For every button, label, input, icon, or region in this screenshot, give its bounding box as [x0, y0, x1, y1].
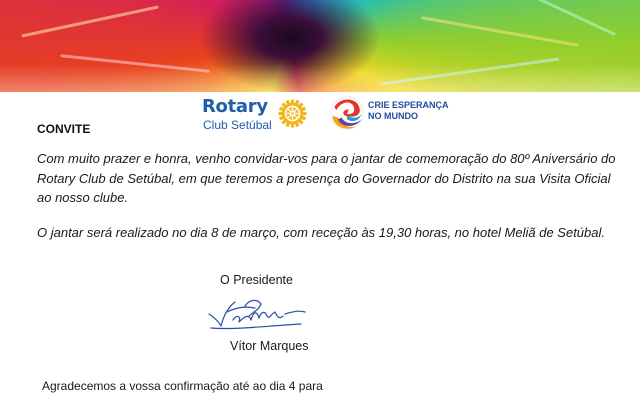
handwritten-signature: [205, 290, 315, 335]
invitation-paragraph-2: O jantar será realizado no dia 8 de março, com receção às 19,30 horas, no hotel Meliã de Setúbal.: [37, 225, 605, 240]
invitation-paragraph-1: Com muito prazer e honra, venho convidar-vos para o jantar de comemoração do 80º Aniversário do Rotary Club de Setúbal, em que teremos a presença do Governador do Distrito na sua Visita Oficial ao nosso clube.: [37, 151, 616, 205]
rotary-logo: [202, 96, 322, 136]
signer-name: Vítor Marques: [230, 339, 309, 353]
crie-esperanca-text: [368, 100, 449, 122]
rotary-wheel-icon: [276, 97, 309, 130]
crie-esperanca-line2: NO MUNDO: [368, 111, 418, 121]
rotary-logo-club: Club Setúbal: [203, 118, 272, 132]
crie-esperanca-line1: CRIE ESPERANÇA: [368, 100, 449, 110]
header-banner: [0, 0, 640, 92]
invitation-title: CONVITE: [37, 122, 91, 136]
crie-esperanca-icon: [329, 94, 365, 132]
signer-title: O Presidente: [220, 273, 293, 287]
rotary-logo-name: Rotary: [202, 96, 268, 117]
footer-note: Agradecemos a vossa confirmação até ao dia 4 para: [42, 379, 323, 393]
crie-esperanca-logo: [329, 94, 469, 134]
